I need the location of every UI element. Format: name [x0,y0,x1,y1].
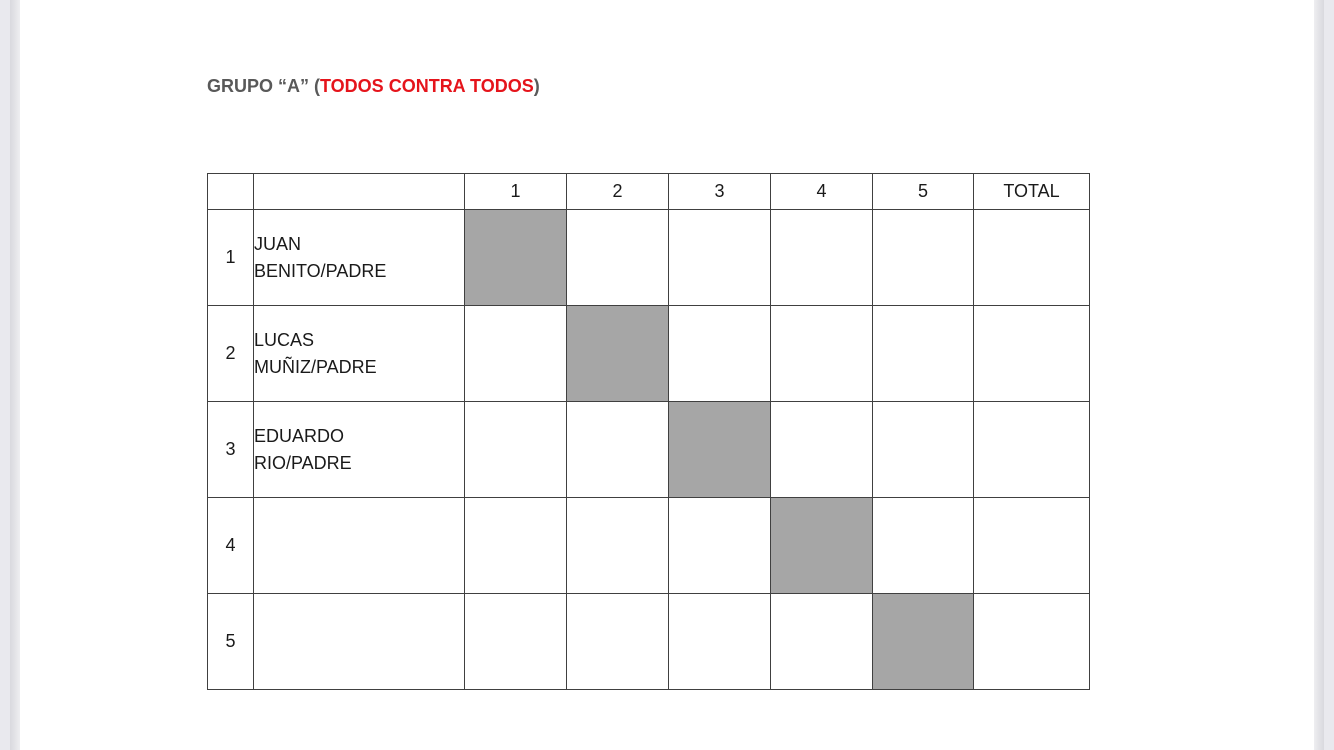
score-cell [669,594,771,690]
table-row [208,402,1090,498]
total-cell [974,594,1090,690]
header-cell-total: TOTAL [974,174,1090,210]
group-title-highlight: TODOS CONTRA TODOS [320,76,534,96]
score-cell [873,498,974,594]
group-title-suffix: ) [533,76,540,96]
score-cell [771,306,873,402]
player-name-line2: RIO/PADRE [254,452,352,473]
page-shadow-left [10,0,20,750]
player-name-line1: JUAN [254,233,302,254]
page-shadow-right [1314,0,1324,750]
score-cell [669,498,771,594]
score-cell [567,210,669,306]
score-cell [669,306,771,402]
round-robin-table [207,173,1090,690]
score-cell [567,402,669,498]
score-cell [873,306,974,402]
header-cell-blank-num [208,174,254,210]
document-page [10,0,1324,750]
score-cell [669,210,771,306]
score-cell [873,402,974,498]
score-cell [465,402,567,498]
header-cell-5: 5 [873,174,974,210]
player-name [254,498,465,594]
table-row [208,594,1090,690]
player-name [254,594,465,690]
table-header-row [208,174,1090,210]
player-name-line1: EDUARDO [254,425,345,446]
score-cell [873,210,974,306]
total-cell [974,306,1090,402]
row-number: 5 [208,594,254,690]
row-number: 3 [208,402,254,498]
player-name [254,210,465,306]
group-title-prefix: GRUPO “A” ( [207,76,321,96]
player-name [254,402,465,498]
header-cell-2: 2 [567,174,669,210]
score-cell [771,402,873,498]
player-name-line1: LUCAS [254,329,315,350]
row-number: 1 [208,210,254,306]
shaded-self-match-cell [771,498,873,594]
score-cell [567,498,669,594]
header-cell-3: 3 [669,174,771,210]
row-number: 2 [208,306,254,402]
header-cell-4: 4 [771,174,873,210]
total-cell [974,210,1090,306]
total-cell [974,402,1090,498]
group-title [207,76,540,97]
row-number: 4 [208,498,254,594]
table-row [208,498,1090,594]
shaded-self-match-cell [873,594,974,690]
score-cell [771,210,873,306]
shaded-self-match-cell [567,306,669,402]
player-name-line2: MUÑIZ/PADRE [254,356,377,377]
score-cell [465,498,567,594]
score-cell [465,306,567,402]
score-cell [771,594,873,690]
table-row [208,306,1090,402]
player-name [254,306,465,402]
total-cell [974,498,1090,594]
table-row [208,210,1090,306]
score-cell [567,594,669,690]
header-cell-blank-name [254,174,465,210]
player-name-line2: BENITO/PADRE [254,260,387,281]
shaded-self-match-cell [465,210,567,306]
shaded-self-match-cell [669,402,771,498]
score-cell [465,594,567,690]
header-cell-1: 1 [465,174,567,210]
